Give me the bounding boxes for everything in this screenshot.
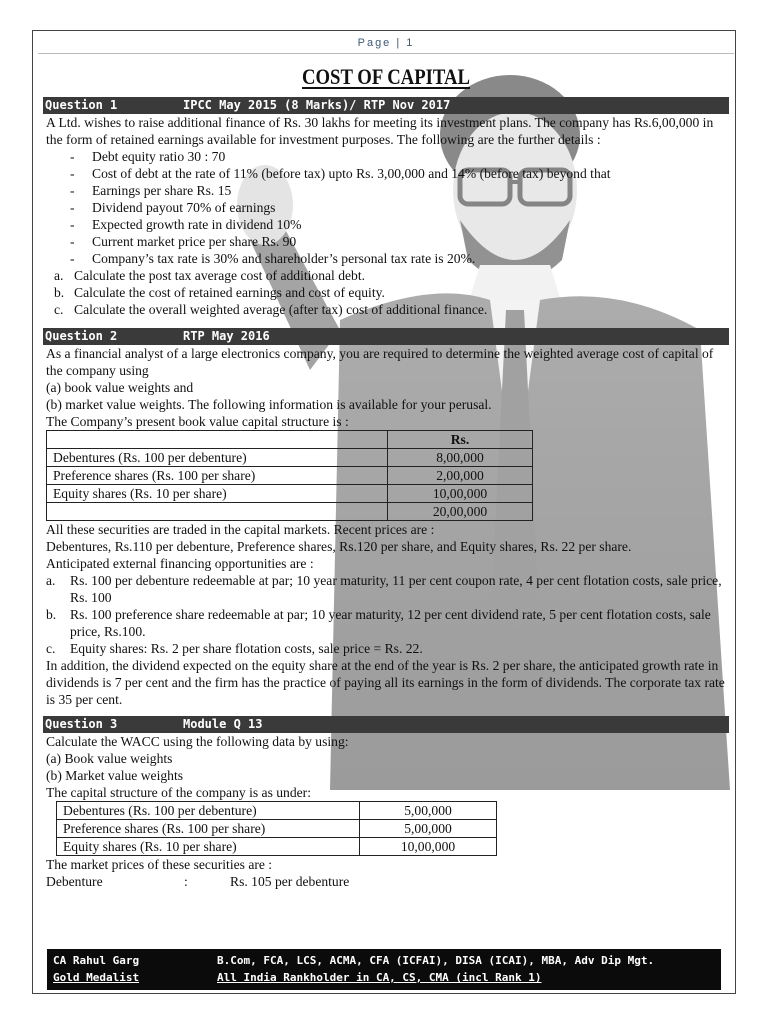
q2-closing: In addition, the dividend expected on the equity share at the end of the year is Rs. 2 per share, the anticipated growth rate in dividends is 7 per cent and the firm has the practice of paying all its earnings in the form of dividends. The corporate tax rate is 35 per cent. bbox=[46, 658, 725, 707]
list-item: - Company’s tax rate is 30% and shareholder’s personal tax rate is 20%. bbox=[70, 250, 726, 267]
page-number-header: Page | 1 bbox=[38, 32, 734, 54]
question-3-header bbox=[43, 716, 729, 733]
table-row: Rs. bbox=[47, 431, 533, 449]
table-row: Preference shares (Rs. 100 per share) 2,00,000 bbox=[47, 467, 533, 485]
document-body bbox=[46, 32, 726, 890]
q1-intro: A Ltd. wishes to raise additional finance of Rs. 30 lakhs for meeting its investment plans. The company has Rs.6,00,000 in the form of retained earnings available for investment purposes. The following are the further details : bbox=[46, 115, 714, 147]
table-row: 20,00,000 bbox=[47, 503, 533, 521]
question-number: Question 3 bbox=[45, 717, 118, 731]
author-medal: Gold Medalist bbox=[53, 971, 140, 984]
q2-intro: As a financial analyst of a large electronics company, you are required to determine the weighted average cost of capital of the company using bbox=[46, 346, 714, 378]
list-item: - Dividend payout 70% of earnings bbox=[70, 199, 726, 216]
q3-intro: Calculate the WACC using the following data by using: bbox=[46, 734, 349, 749]
document-title: COST OF CAPITAL bbox=[302, 64, 470, 89]
question-source: Module Q 13 bbox=[183, 717, 263, 731]
q2-structure-intro: The Company’s present book value capital structure is : bbox=[46, 414, 349, 429]
list-item: - Debt equity ratio 30 : 70 bbox=[70, 148, 726, 165]
table-row: Debentures (Rs. 100 per debenture) 5,00,000 bbox=[57, 802, 497, 820]
q2-financing-intro: Anticipated external financing opportunities are : bbox=[46, 556, 314, 571]
table-row: Preference shares (Rs. 100 per share) 5,00,000 bbox=[57, 820, 497, 838]
list-item: c. Calculate the overall weighted average (after tax) cost of additional finance. bbox=[54, 302, 488, 317]
question-number: Question 2 bbox=[45, 329, 118, 343]
q2-prices-text: All these securities are traded in the capital markets. Recent prices are : bbox=[46, 522, 435, 537]
q2-line-a: (a) book value weights and bbox=[46, 380, 194, 395]
footer-row-1 bbox=[53, 953, 654, 969]
question-1-header bbox=[43, 97, 729, 114]
author-rank: All India Rankholder in CA, CS, CMA (incl Rank 1) bbox=[217, 971, 542, 984]
question-source: IPCC May 2015 (8 Marks)/ RTP Nov 2017 bbox=[183, 98, 451, 112]
q3-line-b: (b) Market value weights bbox=[46, 768, 184, 783]
q3-capital-structure-table bbox=[56, 801, 497, 856]
list-item: - Earnings per share Rs. 15 bbox=[70, 182, 726, 199]
q2-prices-detail: Debentures, Rs.110 per debenture, Preference shares, Rs.120 per share, and Equity shares, Rs. 22 per share. bbox=[46, 539, 632, 554]
q1-tasks-list bbox=[46, 267, 726, 318]
question-2-header bbox=[43, 328, 729, 345]
table-row: Debentures (Rs. 100 per debenture) 8,00,000 bbox=[47, 449, 533, 467]
q3-market-intro: The market prices of these securities are : bbox=[46, 857, 273, 872]
q1-details-list bbox=[46, 148, 726, 267]
q3-market-row: Debenture : Rs. 105 per debenture bbox=[46, 874, 350, 889]
author-qualifications: B.Com, FCA, LCS, ACMA, CFA (ICFAI), DISA (ICAI), MBA, Adv Dip Mgt. bbox=[217, 954, 655, 967]
list-item: a. Calculate the post tax average cost of additional debt. bbox=[54, 268, 366, 283]
author-footer bbox=[47, 949, 721, 990]
footer-row-2 bbox=[53, 970, 542, 986]
q2-line-b: (b) market value weights. The following information is available for your perusal. bbox=[46, 397, 492, 412]
q2-capital-structure-table bbox=[46, 430, 533, 521]
q3-line-a: (a) Book value weights bbox=[46, 751, 173, 766]
list-item: b. Calculate the cost of retained earnings and cost of equity. bbox=[54, 285, 385, 300]
list-item: a. Rs. 100 per debenture redeemable at par; 10 year maturity, 11 per cent coupon rate, 4 per cent flotation costs, sale price, Rs. 100 bbox=[46, 573, 722, 605]
q2-options-list bbox=[46, 572, 726, 657]
list-item: - Current market price per share Rs. 90 bbox=[70, 233, 726, 250]
question-number: Question 1 bbox=[45, 98, 118, 112]
question-source: RTP May 2016 bbox=[183, 329, 270, 343]
list-item: - Cost of debt at the rate of 11% (before tax) upto Rs. 3,00,000 and 14% (before tax) beyond that bbox=[70, 165, 726, 182]
list-item: c. Equity shares: Rs. 2 per share flotation costs, sale price = Rs. 22. bbox=[46, 641, 423, 656]
table-row: Equity shares (Rs. 10 per share) 10,00,000 bbox=[57, 838, 497, 856]
list-item: b. Rs. 100 preference share redeemable at par; 10 year maturity, 12 per cent dividend rate, 5 per cent flotation costs, sale price, Rs.100. bbox=[46, 607, 711, 639]
table-row: Equity shares (Rs. 10 per share) 10,00,000 bbox=[47, 485, 533, 503]
list-item: - Expected growth rate in dividend 10% bbox=[70, 216, 726, 233]
q3-structure-intro: The capital structure of the company is as under: bbox=[46, 785, 311, 800]
author-name: CA Rahul Garg bbox=[53, 954, 140, 967]
